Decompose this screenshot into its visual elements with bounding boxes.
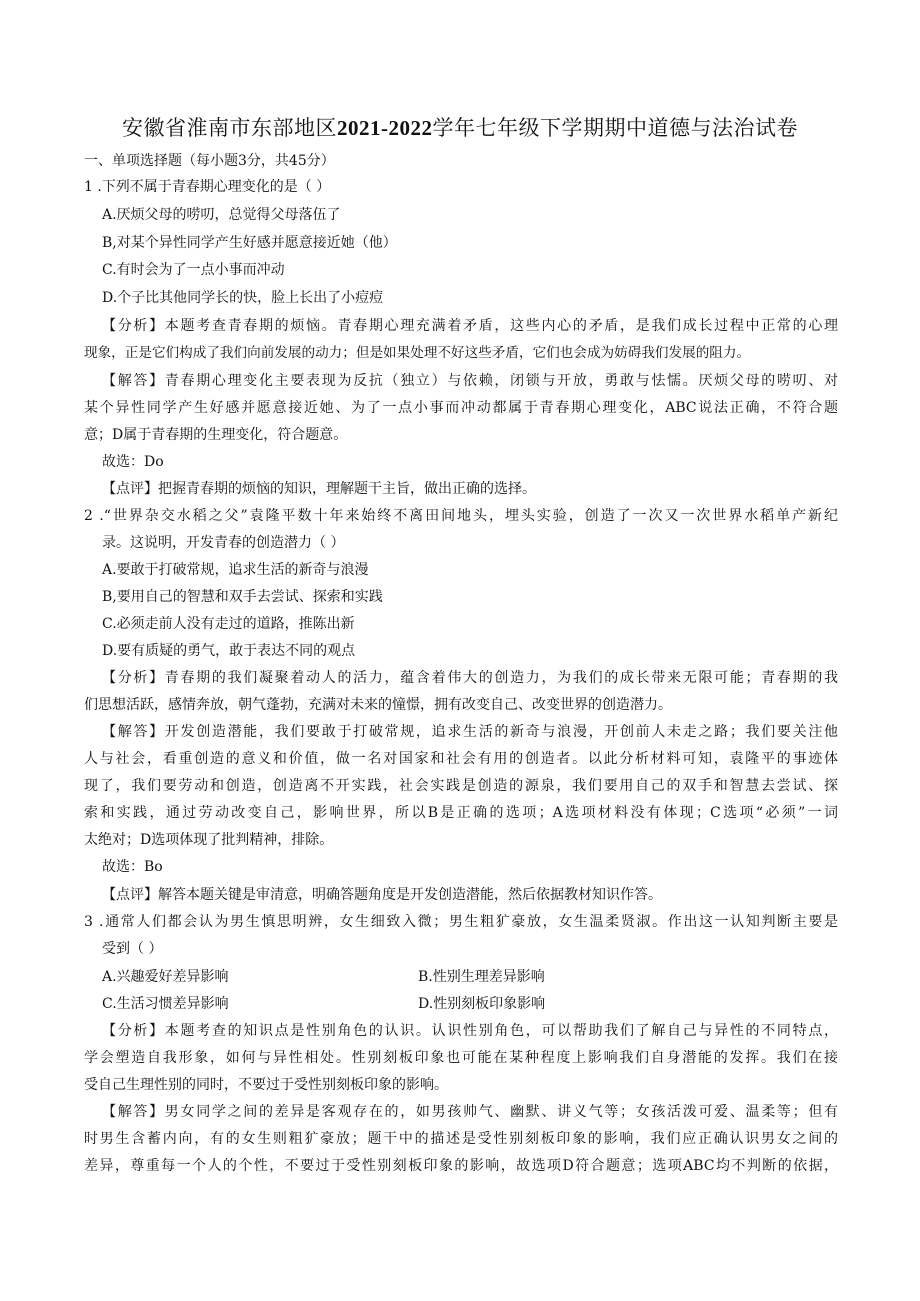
analysis-text: 本题考查青春期的烦恼。青春期心理充满着矛盾，这些内心的矛盾，是我们成长过程中正常的心理: [164, 318, 839, 334]
title-suffix: 学年七年级下学期期中道德与法治试卷: [432, 116, 798, 140]
question-3-analysis-line-1: [102, 1021, 838, 1041]
question-1-option-c: C.有时会为了一点小事而冲动: [102, 262, 285, 278]
question-2-option-c: C.必须走前人没有走过的道路，推陈出新: [102, 616, 355, 632]
question-3-stem-line-2: 受到（ ）: [102, 941, 163, 957]
question-1-option-d: D.个子比其他同学长的快，脸上长出了小痘痘: [102, 290, 384, 306]
question-2-answer-line-5: 太绝对；D选项体现了批判精神，排除。: [84, 832, 334, 848]
question-2-analysis-line-1: [102, 668, 838, 688]
question-1-stem: 1 .下列不属于青春期心理变化的是（ ）: [84, 179, 331, 195]
question-3-analysis-line-3: 受自己生理性别的同时，不要过于受性别刻板印象的影响。: [84, 1077, 448, 1093]
question-1-answer-line-2: 某个异性同学产生好感并愿意接近她、为了一点小事而冲动都属于青春期心理变化，ABC说法正确，不符合题: [84, 400, 838, 416]
answer-text: 男女同学之间的差异是客观存在的，如男孩帅气、幽默、讲义气等；女孩活泼可爱、温柔等；但有: [164, 1104, 839, 1120]
question-1-answer-line-3: 意；D属于青春期的生理变化，符合题意。: [84, 427, 348, 443]
question-3-answer-line-1: [102, 1102, 838, 1122]
analysis-tag: 【分析】: [102, 670, 165, 686]
question-2-option-a: A.要敢于打破常规，追求生活的新奇与浪漫: [102, 562, 369, 578]
question-2-choice: 故选：Bo: [102, 859, 163, 875]
question-3-analysis-line-2: 学会塑造自我形象，如何与异性相处。性别刻板印象也可能在某种程度上影响我们自身潜能的发挥。我们在接: [84, 1050, 838, 1066]
question-2-answer-line-3: 现了，我们要劳动和创造，创造离不开实践，社会实践是创造的源泉，我们要用自己的双手和智慧去尝试、探: [84, 778, 838, 794]
question-3-option-b: B.性别生理差异影响: [418, 969, 545, 985]
question-2-stem-line-1: 2 .“世界杂交水稻之父”袁隆平数十年来始终不离田间地头，埋头实验，创造了一次又一次世界水稻单产新纪: [84, 508, 838, 524]
section-heading: 一、单项选择题（每小题3分，共45分）: [84, 153, 335, 169]
question-2-analysis-line-2: 们思想活跃，感情奔放，朝气蓬勃，充满对未来的憧憬，拥有改变自己、改变世界的创造潜力。: [84, 697, 672, 713]
answer-text: 开发创造潜能，我们要敢于打破常规，追求生活的新奇与浪漫，开创前人未走之路；我们要关注他: [164, 724, 839, 740]
comment-text: 解答本题关键是审清意，明确答题角度是开发创造潜能，然后依据教材知识作答。: [158, 887, 662, 903]
comment-text: 把握青春期的烦恼的知识，理解题干主旨，做出正确的选择。: [158, 481, 536, 497]
answer-tag: 【解答】: [102, 724, 165, 740]
question-2-option-d: D.要有质疑的勇气，敢于表达不同的观点: [102, 643, 356, 659]
question-2-comment: [102, 885, 662, 905]
question-3-option-d: D.性别刻板印象影响: [418, 996, 546, 1012]
question-1-analysis-line-1: [102, 316, 838, 336]
comment-tag: 【点评】: [102, 481, 158, 497]
question-1-comment: [102, 479, 536, 499]
question-3-answer-line-2: 时男生含蓄内向，有的女生则粗犷豪放；题干中的描述是受性别刻板印象的影响，我们应正确认识男女之间的: [84, 1131, 838, 1147]
question-1-option-b: B,对某个异性同学产生好感并愿意接近她（他）: [102, 235, 397, 251]
question-1-answer-line-1: [102, 371, 838, 391]
comment-tag: 【点评】: [102, 887, 158, 903]
question-3-option-a: A.兴趣爱好差异影响: [102, 969, 229, 985]
answer-tag: 【解答】: [102, 373, 165, 389]
question-3-answer-line-3: 差异，尊重每一个人的个性，不要过于受性别刻板印象的影响，故选项D符合题意；选项ABC均不判断的依据，: [84, 1158, 838, 1174]
question-2-stem-line-2: 录。这说明，开发青春的创造潜力（ ）: [102, 535, 345, 551]
question-2-answer-line-2: 人与社会，看重创造的意义和价值，做一名对国家和社会有用的创造者。以此分析材料可知，袁隆平的事迹体: [84, 751, 838, 767]
question-1-option-a: A.厌烦父母的唠叨，总觉得父母落伍了: [102, 207, 341, 223]
question-3-stem-line-1: 3 .通常人们都会认为男生慎思明辨，女生细致入微；男生粗犷豪放，女生温柔贤淑。作出这一认知判断主要是: [84, 914, 838, 930]
question-2-answer-line-4: 索和实践，通过劳动改变自己，影响世界，所以B是正确的选项；A选项材料没有体现；C选项“必须”一词: [84, 805, 838, 821]
question-1-choice: 故选：Do: [102, 454, 164, 470]
analysis-text: 青春期的我们凝聚着动人的活力，蕴含着伟大的创造力，为我们的成长带来无限可能；青春期的我: [164, 670, 839, 686]
question-3-option-c: C.生活习惯差异影响: [102, 996, 229, 1012]
question-1-analysis-line-2: 现象，正是它们构成了我们向前发展的动力；但是如果处理不好这些矛盾，它们也会成为妨碍我们发展的阻力。: [84, 345, 751, 361]
page-title: [60, 114, 860, 142]
analysis-text: 本题考查的知识点是性别角色的认识。认识性别角色，可以帮助我们了解自己与异性的不同特点，: [164, 1023, 839, 1039]
analysis-tag: 【分析】: [102, 1023, 165, 1039]
title-prefix: 安徽省淮南市东部地区: [122, 116, 337, 140]
answer-text: 青春期心理变化主要表现为反抗（独立）与依赖，闭锁与开放，勇敢与怯懦。厌烦父母的唠叨、对: [164, 373, 839, 389]
question-2-answer-line-1: [102, 722, 838, 742]
analysis-tag: 【分析】: [102, 318, 165, 334]
answer-tag: 【解答】: [102, 1104, 165, 1120]
title-years: 2021-2022: [337, 116, 433, 140]
question-2-option-b: B,要用自己的智慧和双手去尝试、探索和实践: [102, 589, 383, 605]
